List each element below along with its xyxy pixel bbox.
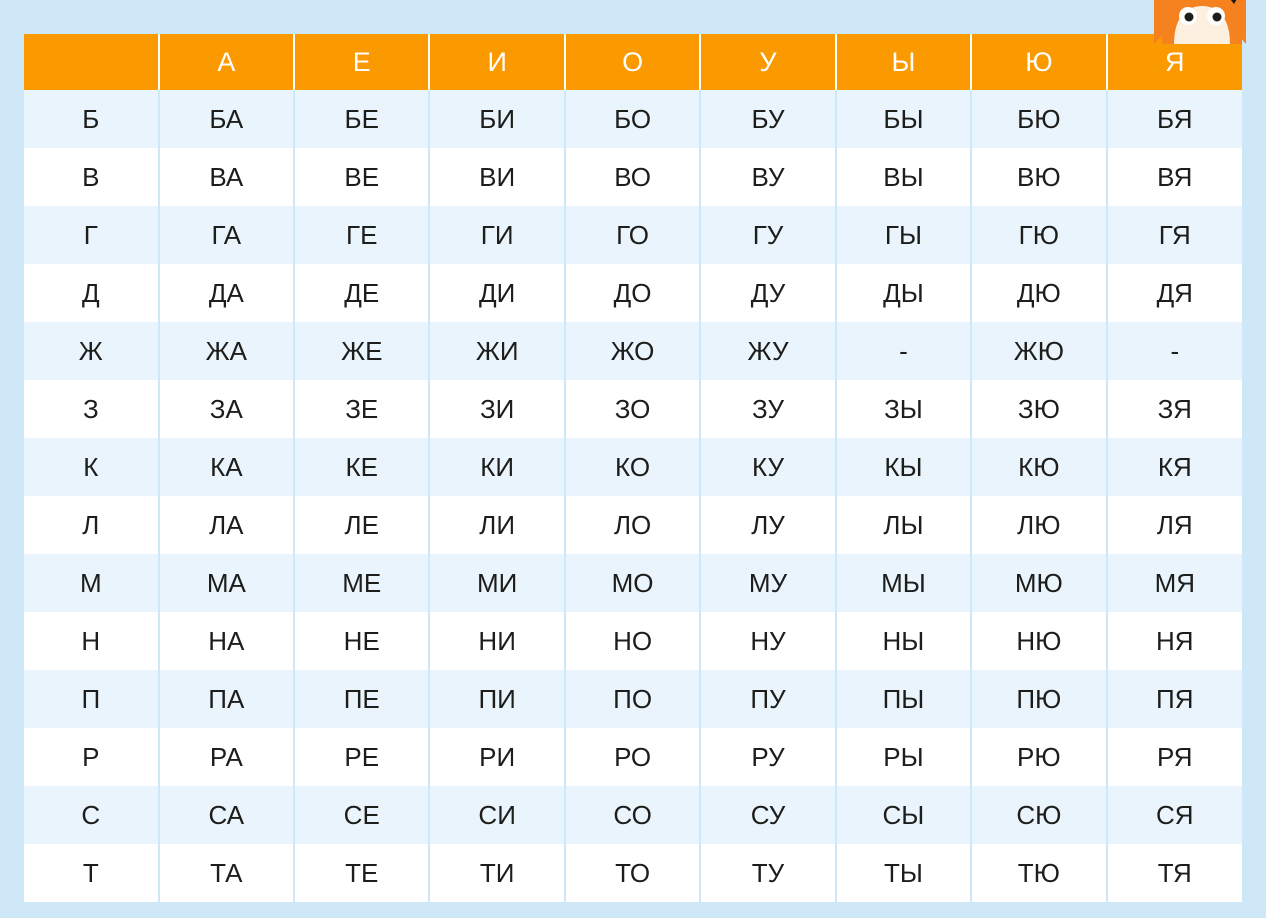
table-row: [24, 670, 1242, 728]
syllable-cell: НЫ: [836, 612, 971, 670]
syllable-cell: ДА: [159, 264, 294, 322]
syllable-cell: ПЮ: [971, 670, 1106, 728]
syllable-cell: БЫ: [836, 90, 971, 148]
syllable-cell: ЖО: [565, 322, 700, 380]
syllable-cell: ВУ: [700, 148, 835, 206]
table-row: [24, 728, 1242, 786]
syllable-cell: ВА: [159, 148, 294, 206]
syllable-cell: -: [836, 322, 971, 380]
syllable-cell: ТЕ: [294, 844, 429, 902]
syllable-table-container: [24, 34, 1242, 902]
column-header-ya: Я: [1107, 34, 1242, 90]
syllable-cell: СЮ: [971, 786, 1106, 844]
syllable-cell: НИ: [429, 612, 564, 670]
syllable-cell: ВЯ: [1107, 148, 1242, 206]
syllable-cell: ПИ: [429, 670, 564, 728]
syllable-cell: ЛИ: [429, 496, 564, 554]
syllable-cell: ГА: [159, 206, 294, 264]
row-header: Р: [24, 728, 159, 786]
syllable-cell: БО: [565, 90, 700, 148]
syllable-cell: КО: [565, 438, 700, 496]
syllable-cell: НЯ: [1107, 612, 1242, 670]
syllable-cell: ТЮ: [971, 844, 1106, 902]
syllable-cell: РЫ: [836, 728, 971, 786]
table-row: [24, 148, 1242, 206]
syllable-cell: РА: [159, 728, 294, 786]
syllable-cell: ЛЯ: [1107, 496, 1242, 554]
syllable-cell: ТИ: [429, 844, 564, 902]
syllable-cell: ЛЫ: [836, 496, 971, 554]
syllable-cell: ЛА: [159, 496, 294, 554]
syllable-cell: КЫ: [836, 438, 971, 496]
table-row: [24, 206, 1242, 264]
row-header: З: [24, 380, 159, 438]
syllable-cell: КА: [159, 438, 294, 496]
syllable-cell: НЮ: [971, 612, 1106, 670]
syllable-cell: НУ: [700, 612, 835, 670]
syllable-cell: РЯ: [1107, 728, 1242, 786]
table-row: [24, 496, 1242, 554]
row-header: Н: [24, 612, 159, 670]
row-header: Б: [24, 90, 159, 148]
syllable-cell: ВЕ: [294, 148, 429, 206]
syllable-cell: МА: [159, 554, 294, 612]
syllable-cell: ЗИ: [429, 380, 564, 438]
row-header: М: [24, 554, 159, 612]
table-row: [24, 612, 1242, 670]
syllable-cell: ГИ: [429, 206, 564, 264]
syllable-cell: ПЕ: [294, 670, 429, 728]
syllable-cell: БЕ: [294, 90, 429, 148]
syllable-cell: ТЯ: [1107, 844, 1242, 902]
syllable-cell: ЖА: [159, 322, 294, 380]
row-header: С: [24, 786, 159, 844]
syllable-cell: ДО: [565, 264, 700, 322]
syllable-cell: СЯ: [1107, 786, 1242, 844]
syllable-cell: РЮ: [971, 728, 1106, 786]
syllable-cell: НА: [159, 612, 294, 670]
syllable-cell: МИ: [429, 554, 564, 612]
row-header: Д: [24, 264, 159, 322]
syllable-cell: НЕ: [294, 612, 429, 670]
table-row: [24, 786, 1242, 844]
syllable-cell: МЮ: [971, 554, 1106, 612]
syllable-cell: ЗО: [565, 380, 700, 438]
syllable-cell: ТО: [565, 844, 700, 902]
column-header-y: Ы: [836, 34, 971, 90]
syllable-cell: СИ: [429, 786, 564, 844]
syllable-table: [24, 34, 1242, 902]
syllable-cell: КЯ: [1107, 438, 1242, 496]
syllable-cell: БЯ: [1107, 90, 1242, 148]
syllable-cell: ГЮ: [971, 206, 1106, 264]
table-header-row: [24, 34, 1242, 90]
syllable-cell: РУ: [700, 728, 835, 786]
syllable-cell: ВЮ: [971, 148, 1106, 206]
column-header-yu: Ю: [971, 34, 1106, 90]
syllable-cell: ДЮ: [971, 264, 1106, 322]
syllable-cell: КЮ: [971, 438, 1106, 496]
table-row: [24, 322, 1242, 380]
syllable-cell: ДЯ: [1107, 264, 1242, 322]
syllable-cell: ДИ: [429, 264, 564, 322]
syllable-cell: ВИ: [429, 148, 564, 206]
row-header: Ж: [24, 322, 159, 380]
syllable-cell: ПА: [159, 670, 294, 728]
table-row: [24, 554, 1242, 612]
row-header: Т: [24, 844, 159, 902]
syllable-cell: БЮ: [971, 90, 1106, 148]
syllable-cell: ЖЕ: [294, 322, 429, 380]
syllable-cell: СА: [159, 786, 294, 844]
syllable-cell: СО: [565, 786, 700, 844]
table-corner-cell: [24, 34, 159, 90]
syllable-cell: ПУ: [700, 670, 835, 728]
syllable-cell: ГЯ: [1107, 206, 1242, 264]
syllable-cell: СЫ: [836, 786, 971, 844]
table-row: [24, 844, 1242, 902]
syllable-cell: ЗЕ: [294, 380, 429, 438]
syllable-cell: БИ: [429, 90, 564, 148]
syllable-cell: ЖЮ: [971, 322, 1106, 380]
row-header: В: [24, 148, 159, 206]
syllable-cell: ЗЯ: [1107, 380, 1242, 438]
syllable-cell: ЛЮ: [971, 496, 1106, 554]
syllable-cell: -: [1107, 322, 1242, 380]
syllable-cell: РИ: [429, 728, 564, 786]
syllable-cell: МО: [565, 554, 700, 612]
syllable-cell: ТЫ: [836, 844, 971, 902]
column-header-i: И: [429, 34, 564, 90]
syllable-cell: СЕ: [294, 786, 429, 844]
syllable-cell: РО: [565, 728, 700, 786]
syllable-cell: ТУ: [700, 844, 835, 902]
syllable-cell: ДЕ: [294, 264, 429, 322]
syllable-cell: БА: [159, 90, 294, 148]
table-row: [24, 90, 1242, 148]
syllable-cell: ЛО: [565, 496, 700, 554]
syllable-cell: ДУ: [700, 264, 835, 322]
syllable-cell: ВО: [565, 148, 700, 206]
syllable-cell: МЫ: [836, 554, 971, 612]
syllable-cell: БУ: [700, 90, 835, 148]
syllable-cell: ЗЮ: [971, 380, 1106, 438]
syllable-cell: ПЯ: [1107, 670, 1242, 728]
syllable-cell: ЖИ: [429, 322, 564, 380]
syllable-cell: СУ: [700, 786, 835, 844]
row-header: Г: [24, 206, 159, 264]
column-header-o: О: [565, 34, 700, 90]
syllable-cell: ЗЫ: [836, 380, 971, 438]
syllable-cell: ЗУ: [700, 380, 835, 438]
syllable-cell: ГЕ: [294, 206, 429, 264]
syllable-cell: ПЫ: [836, 670, 971, 728]
row-header: П: [24, 670, 159, 728]
syllable-cell: МУ: [700, 554, 835, 612]
syllable-cell: ГУ: [700, 206, 835, 264]
syllable-cell: РЕ: [294, 728, 429, 786]
syllable-cell: КИ: [429, 438, 564, 496]
syllable-cell: КЕ: [294, 438, 429, 496]
syllable-cell: ПО: [565, 670, 700, 728]
syllable-cell: ЖУ: [700, 322, 835, 380]
syllable-cell: МЯ: [1107, 554, 1242, 612]
syllable-cell: МЕ: [294, 554, 429, 612]
table-row: [24, 264, 1242, 322]
column-header-e: Е: [294, 34, 429, 90]
column-header-a: А: [159, 34, 294, 90]
syllable-cell: ТА: [159, 844, 294, 902]
syllable-cell: ЗА: [159, 380, 294, 438]
syllable-cell: НО: [565, 612, 700, 670]
syllable-cell: ВЫ: [836, 148, 971, 206]
column-header-u: У: [700, 34, 835, 90]
syllable-cell: ЛЕ: [294, 496, 429, 554]
syllable-cell: ГЫ: [836, 206, 971, 264]
row-header: Л: [24, 496, 159, 554]
syllable-cell: ЛУ: [700, 496, 835, 554]
syllable-cell: ГО: [565, 206, 700, 264]
syllable-cell: КУ: [700, 438, 835, 496]
row-header: К: [24, 438, 159, 496]
syllable-cell: ДЫ: [836, 264, 971, 322]
table-row: [24, 380, 1242, 438]
table-row: [24, 438, 1242, 496]
